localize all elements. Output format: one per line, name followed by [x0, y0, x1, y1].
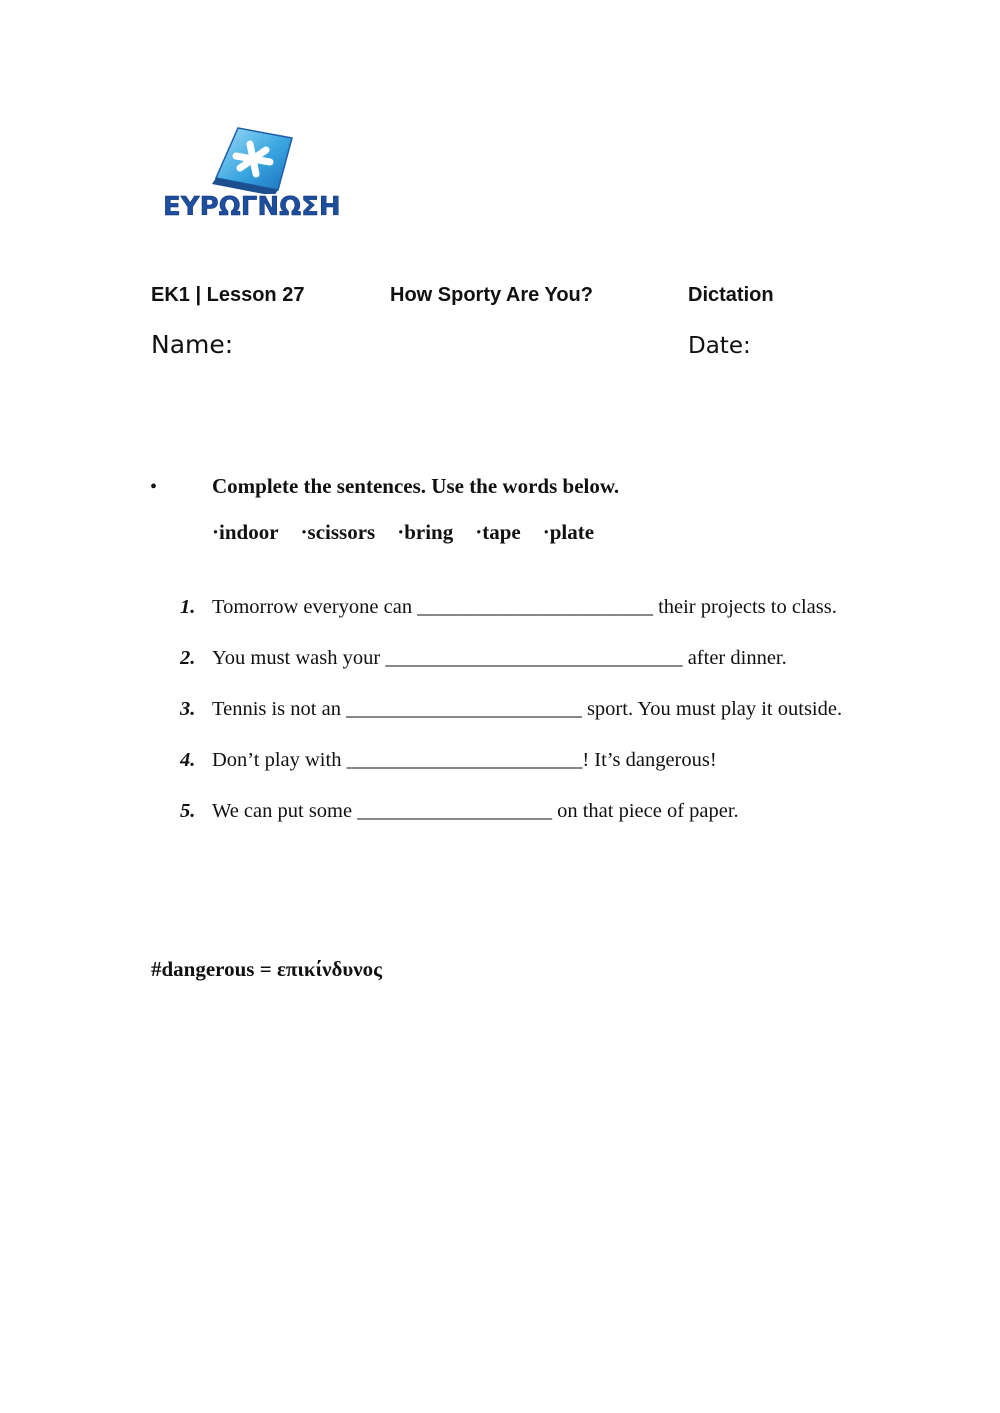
logo-wordmark: ΕΥΡΩΓΝΩΣΗ: [163, 192, 341, 222]
question-text: Tennis is not an _______________________ sport. You must play it outside.: [212, 698, 843, 720]
vocabulary-gloss: #dangerous = επικίνδυνος: [151, 957, 383, 981]
word-bank-item: ·scissors: [300, 520, 376, 544]
instruction-text: Complete the sentences. Use the words below.: [212, 474, 620, 498]
question-number: 1.: [180, 596, 196, 618]
worksheet-type: Dictation: [688, 284, 774, 306]
question-item: [180, 749, 717, 772]
question-item: [180, 596, 837, 619]
word-bank-item: ·plate: [542, 520, 595, 544]
word-bank-item: ·tape: [475, 520, 521, 544]
question-text: Tomorrow everyone can _______________________ their projects to class.: [212, 596, 837, 618]
question-item: [180, 800, 739, 823]
word-bank-item: ·bring: [397, 520, 454, 544]
question-number: 5.: [180, 800, 196, 822]
question-text: You must wash your _____________________________ after dinner.: [212, 647, 787, 669]
question-number: 4.: [180, 749, 196, 771]
question-number: 2.: [180, 647, 196, 669]
question-number: 3.: [180, 698, 196, 720]
question-item: [180, 647, 787, 670]
word-bank-item: ·indoor: [212, 520, 279, 544]
lesson-title: How Sporty Are You?: [390, 284, 593, 306]
question-text: Don’t play with _______________________! It’s dangerous!: [212, 749, 717, 771]
question-text: We can put some ___________________ on that piece of paper.: [212, 800, 739, 822]
bullet-marker: •: [150, 476, 158, 498]
word-bank: [212, 520, 594, 545]
question-item: [180, 698, 842, 721]
date-label: Date:: [688, 333, 751, 359]
name-label: Name:: [151, 330, 234, 359]
lesson-label: EK1 | Lesson 27: [151, 284, 305, 306]
